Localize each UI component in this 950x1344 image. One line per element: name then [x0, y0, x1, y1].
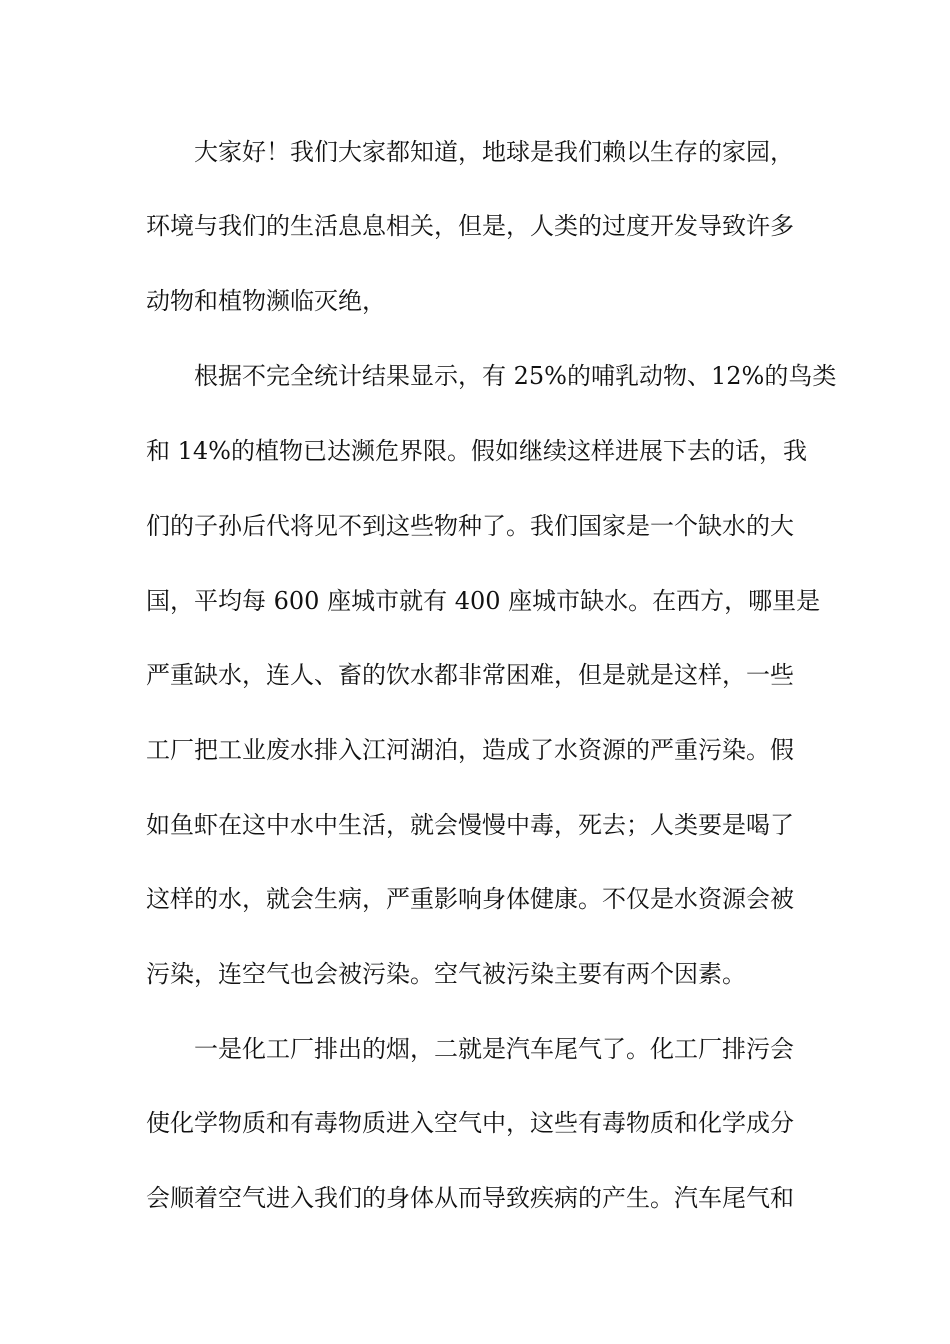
paragraph-2-line-5: 严重缺水，连人、畜的饮水都非常困难，但是就是这样，一些 [146, 661, 794, 689]
paragraph-3-line-3: 会顺着空气进入我们的身体从而导致疾病的产生。汽车尾气和 [146, 1184, 794, 1212]
paragraph-2-line-9: 污染，连空气也会被污染。空气被污染主要有两个因素。 [146, 960, 746, 988]
paragraph-2-line-6: 工厂把工业废水排入江河湖泊，造成了水资源的严重污染。假 [146, 736, 794, 764]
paragraph-2-line-3: 们的子孙后代将见不到这些物种了。我们国家是一个缺水的大 [146, 512, 794, 540]
paragraph-3-line-1: 一是化工厂排出的烟，二就是汽车尾气了。化工厂排污会 [194, 1035, 794, 1063]
paragraph-3-line-2: 使化学物质和有毒物质进入空气中，这些有毒物质和化学成分 [146, 1109, 794, 1137]
paragraph-1-line-1: 大家好！我们大家都知道，地球是我们赖以生存的家园， [194, 138, 794, 166]
paragraph-2-line-1: 根据不完全统计结果显示，有 25%的哺乳动物、12%的鸟类 [194, 362, 837, 390]
paragraph-2-line-4: 国，平均每 600 座城市就有 400 座城市缺水。在西方，哪里是 [146, 587, 821, 615]
paragraph-2-line-2: 和 14%的植物已达濒危界限。假如继续这样进展下去的话，我 [146, 437, 807, 465]
paragraph-2-line-8: 这样的水，就会生病，严重影响身体健康。不仅是水资源会被 [146, 885, 794, 913]
paragraph-1-line-2: 环境与我们的生活息息相关，但是，人类的过度开发导致许多 [146, 212, 794, 240]
paragraph-2-line-7: 如鱼虾在这中水中生活，就会慢慢中毒，死去；人类要是喝了 [146, 811, 794, 839]
paragraph-1-line-3: 动物和植物濒临灭绝， [146, 287, 386, 315]
